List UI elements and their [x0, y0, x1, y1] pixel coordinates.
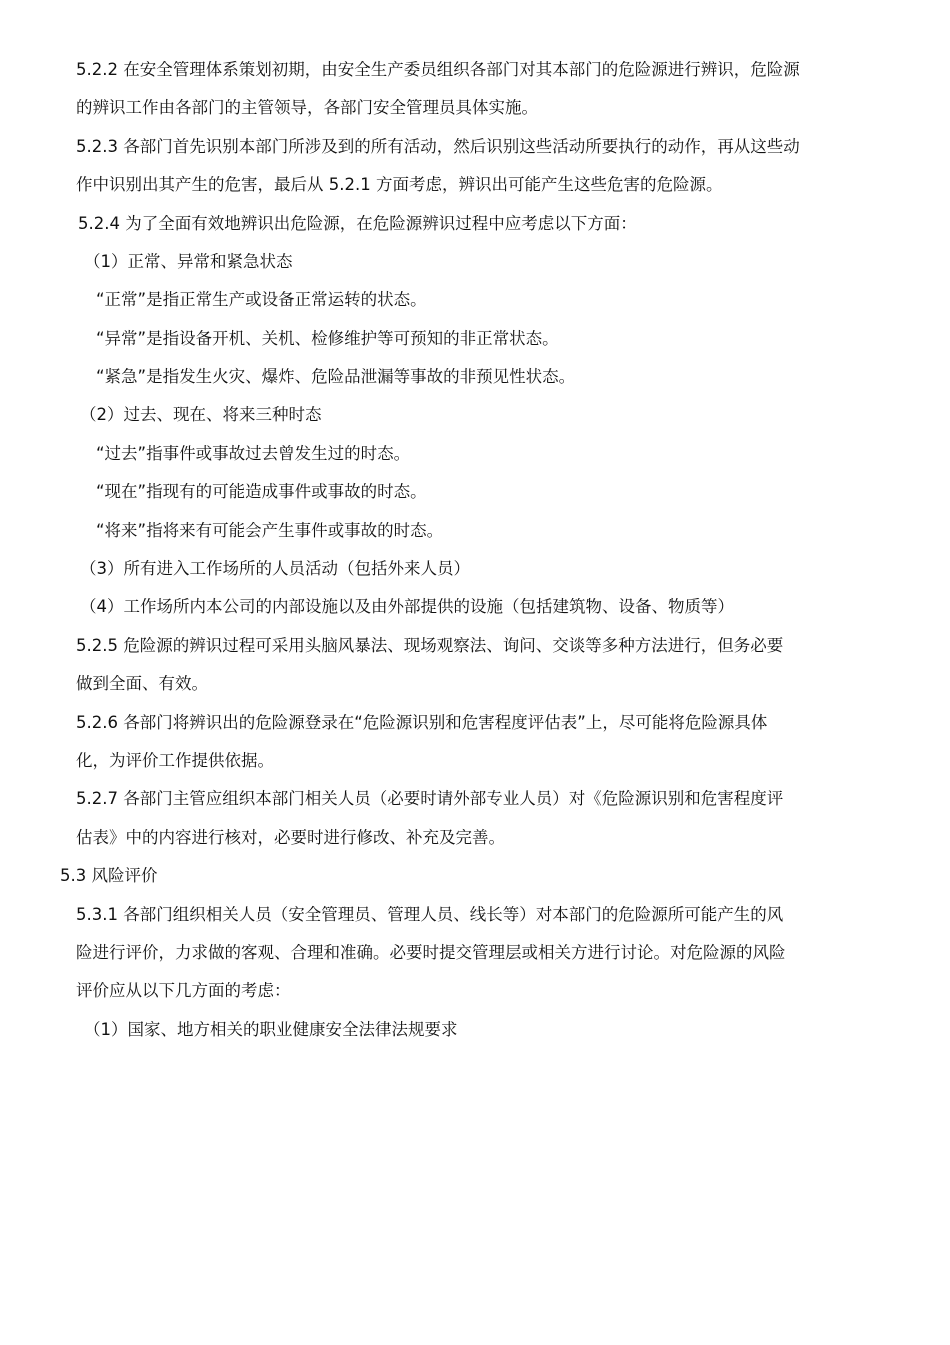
text-line-5-2-7-a: 5.2.7 各部门主管应组织本部门相关人员（必要时请外部专业人员）对《危险源识别和危害程度评 — [76, 789, 784, 808]
text-line-present: “现在”指现有的可能造成事件或事故的时态。 — [96, 482, 427, 501]
section-heading-5-3: 5.3 风险评价 — [60, 866, 158, 885]
list-item-3: （3）所有进入工作场所的人员活动（包括外来人员） — [80, 559, 470, 578]
list-item-5-3-1: （1）国家、地方相关的职业健康安全法律法规要求 — [84, 1020, 458, 1039]
text-line-normal: “正常”是指正常生产或设备正常运转的状态。 — [96, 290, 427, 309]
text-line-5-2-7-b: 估表》中的内容进行核对，必要时进行修改、补充及完善。 — [76, 828, 505, 847]
text-line-5-3-1-b: 险进行评价，力求做的客观、合理和准确。必要时提交管理层或相关方进行讨论。对危险源的风险 — [76, 943, 786, 962]
text-line-5-2-2-b: 的辨识工作由各部门的主管领导，各部门安全管理员具体实施。 — [76, 98, 538, 117]
text-line-5-2-3-a: 5.2.3 各部门首先识别本部门所涉及到的所有活动，然后识别这些活动所要执行的动作，再从这些动 — [76, 137, 800, 156]
text-line-past: “过去”指事件或事故过去曾发生过的时态。 — [96, 444, 411, 463]
text-line-emergency: “紧急”是指发生火灾、爆炸、危险品泄漏等事故的非预见性状态。 — [96, 367, 576, 386]
list-item-2-heading: （2）过去、现在、将来三种时态 — [80, 405, 322, 424]
text-line-5-2-4: 5.2.4 为了全面有效地辨识出危险源，在危险源辨识过程中应考虑以下方面： — [78, 214, 637, 233]
text-line-5-2-3-b: 作中识别出其产生的危害，最后从 5.2.1 方面考虑，辨识出可能产生这些危害的危险源。 — [76, 175, 723, 194]
text-line-5-2-5-b: 做到全面、有效。 — [76, 674, 208, 693]
text-line-future: “将来”指将来有可能会产生事件或事故的时态。 — [96, 521, 444, 540]
text-line-5-2-6-b: 化，为评价工作提供依据。 — [76, 751, 274, 770]
text-line-5-3-1-c: 评价应从以下几方面的考虑： — [76, 981, 291, 1000]
text-line-5-2-2-a: 5.2.2 在安全管理体系策划初期，由安全生产委员组织各部门对其本部门的危险源进行辨识，危险源 — [76, 60, 800, 79]
list-item-4: （4）工作场所内本公司的内部设施以及由外部提供的设施（包括建筑物、设备、物质等） — [80, 597, 734, 616]
list-item-1-heading: （1）正常、异常和紧急状态 — [84, 252, 293, 271]
text-line-5-3-1-a: 5.3.1 各部门组织相关人员（安全管理员、管理人员、线长等）对本部门的危险源所可能产生的风 — [76, 905, 784, 924]
text-line-5-2-6-a: 5.2.6 各部门将辨识出的危险源登录在“危险源识别和危害程度评估表”上，尽可能将危险源具体 — [76, 713, 768, 732]
text-line-5-2-5-a: 5.2.5 危险源的辨识过程可采用头脑风暴法、现场观察法、询问、交谈等多种方法进行，但务必要 — [76, 636, 784, 655]
text-line-abnormal: “异常”是指设备开机、关机、检修维护等可预知的非正常状态。 — [96, 329, 559, 348]
